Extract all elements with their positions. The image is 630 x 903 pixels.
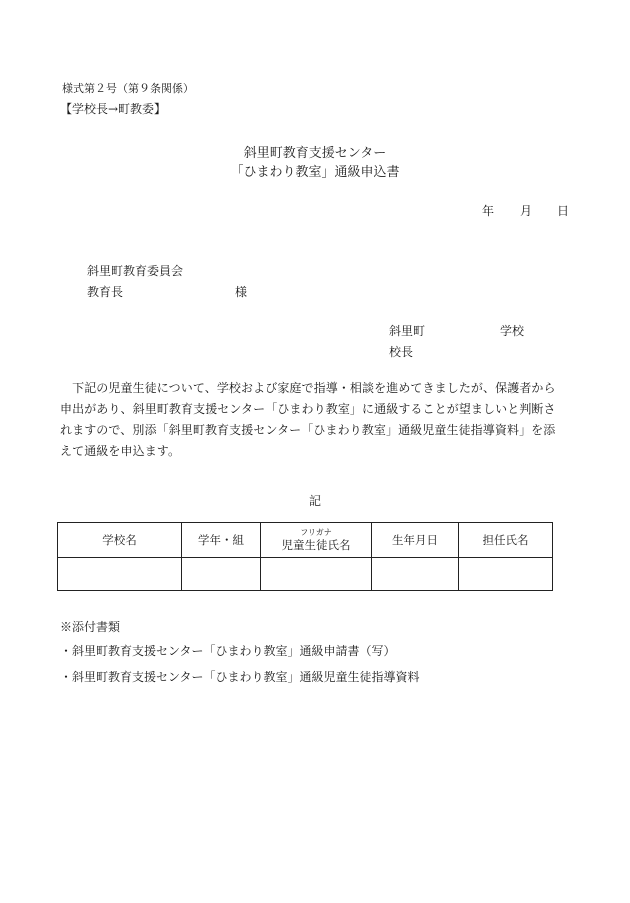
- header-student-name: [261, 523, 372, 558]
- body-line: えて通級を申込ます。: [60, 444, 181, 458]
- addressee-honorific: 様: [235, 285, 248, 299]
- grade-class-cell[interactable]: [182, 558, 261, 591]
- body-line: 下記の児童生徒について、学校および家庭で指導・相談を進めてきましたが、保護者から: [60, 381, 556, 395]
- body-line: れますので、別添「斜里町教育支援センター「ひまわり教室」通級児童生徒指導資料」を添: [60, 423, 556, 437]
- header-school-name: 学校名: [58, 523, 182, 558]
- sender-principal: 校長: [389, 345, 414, 359]
- ki-heading: 記: [308, 494, 321, 508]
- header-furigana: フリガナ: [300, 528, 332, 537]
- attachment-item: ・斜里町教育支援センター「ひまわり教室」通級申請書（写）: [60, 644, 396, 658]
- student-name-cell[interactable]: [261, 558, 372, 591]
- attachments-heading: ※添付書類: [60, 620, 121, 634]
- date-year: 年: [482, 204, 495, 218]
- document-title-line1: 斜里町教育支援センター: [243, 146, 387, 161]
- table-header-row: [58, 523, 553, 558]
- attachment-item: ・斜里町教育支援センター「ひまわり教室」通級児童生徒指導資料: [60, 670, 420, 684]
- student-entry-table: [57, 522, 553, 591]
- header-teacher-name: 担任氏名: [459, 523, 553, 558]
- application-body: [60, 378, 580, 462]
- body-line: 申出があり、斜里町教育支援センター「ひまわり教室」に通級することが望ましいと判断さ: [60, 402, 556, 416]
- header-student-name-label: 児童生徒氏名: [281, 538, 351, 552]
- table-row: [58, 558, 553, 591]
- sender-school: 学校: [500, 324, 525, 338]
- birth-date-cell[interactable]: [372, 558, 459, 591]
- route-label: 【学校長→町教委】: [60, 102, 167, 116]
- header-birth-date: 生年月日: [372, 523, 459, 558]
- sender-town: 斜里町: [389, 324, 426, 338]
- document-title-line2: 「ひまわり教室」通級申込書: [230, 165, 400, 180]
- date-month: 月: [520, 204, 533, 218]
- addressee-title: 教育長: [87, 285, 124, 299]
- date-day: 日: [557, 204, 570, 218]
- header-grade-class: 学年・組: [182, 523, 261, 558]
- addressee-organization: 斜里町教育委員会: [87, 264, 184, 278]
- school-name-cell[interactable]: [58, 558, 182, 591]
- teacher-name-cell[interactable]: [459, 558, 553, 591]
- form-number: 様式第２号（第９条関係）: [62, 82, 194, 95]
